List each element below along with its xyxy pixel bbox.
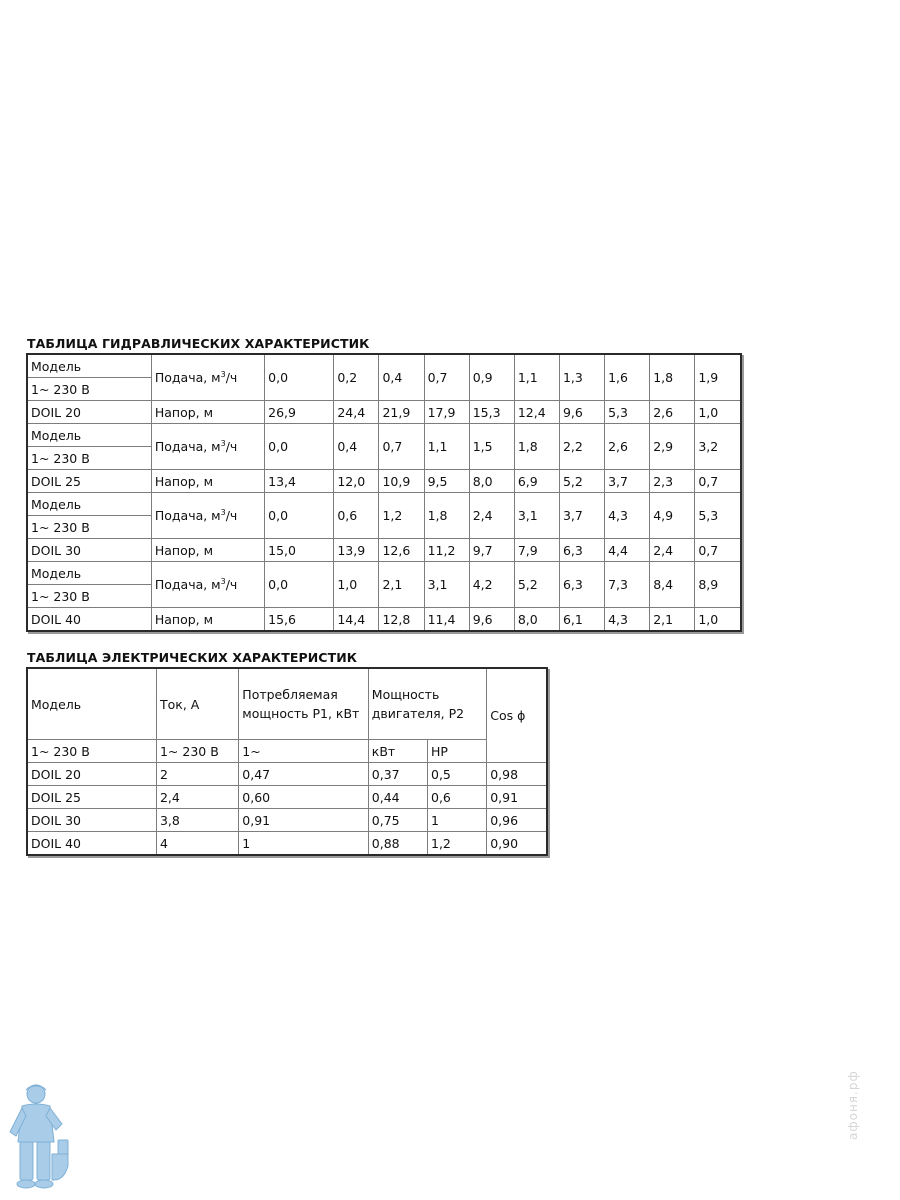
cell-hp: 0,6 <box>428 786 487 809</box>
head-value: 6,3 <box>559 539 604 562</box>
header-current: Ток, А <box>156 668 238 740</box>
flow-unit-superscript: 3 <box>220 438 226 448</box>
electrical-table-title: ТАБЛИЦА ЭЛЕКТРИЧЕСКИХ ХАРАКТЕРИСТИК <box>27 650 358 665</box>
cell-model: DOIL 20 <box>27 763 156 786</box>
flow-value: 0,0 <box>265 354 334 401</box>
head-value: 4,4 <box>605 539 650 562</box>
cell-current: 2,4 <box>156 786 238 809</box>
flow-unit-text: /ч <box>225 370 238 386</box>
head-value: 11,2 <box>424 539 469 562</box>
model-name: DOIL 40 <box>27 608 151 632</box>
head-label: Напор, м <box>151 539 264 562</box>
model-label: Модель <box>27 493 151 516</box>
voltage-label: 1~ 230 В <box>27 378 151 401</box>
cell-hp: 1,2 <box>428 832 487 856</box>
head-value: 12,4 <box>514 401 559 424</box>
subheader-current: 1~ 230 В <box>156 740 238 763</box>
flow-value: 2,6 <box>605 424 650 470</box>
head-value: 0,7 <box>695 470 741 493</box>
cell-cos: 0,91 <box>487 786 547 809</box>
voltage-label: 1~ 230 В <box>27 447 151 470</box>
flow-value: 1,8 <box>650 354 695 401</box>
flow-value: 5,3 <box>695 493 741 539</box>
flow-label <box>151 354 264 401</box>
flow-unit-text: /ч <box>225 439 238 455</box>
head-value: 10,9 <box>379 470 424 493</box>
flow-value: 0,2 <box>334 354 379 401</box>
cell-cos: 0,96 <box>487 809 547 832</box>
head-label: Напор, м <box>151 608 264 632</box>
flow-value: 7,3 <box>605 562 650 608</box>
flow-value: 3,2 <box>695 424 741 470</box>
electrical-row <box>27 763 547 786</box>
flow-value: 1,1 <box>424 424 469 470</box>
cell-p1: 0,91 <box>239 809 368 832</box>
head-value: 13,4 <box>265 470 334 493</box>
head-value: 9,6 <box>559 401 604 424</box>
flow-value: 1,8 <box>514 424 559 470</box>
flow-value: 1,8 <box>424 493 469 539</box>
flow-value: 2,1 <box>379 562 424 608</box>
head-value: 6,1 <box>559 608 604 632</box>
electrical-row <box>27 786 547 809</box>
flow-unit-superscript: 3 <box>220 576 226 586</box>
electrical-table <box>26 667 548 856</box>
flow-value: 8,9 <box>695 562 741 608</box>
head-value: 2,3 <box>650 470 695 493</box>
hydraulic-head-row <box>27 401 741 424</box>
flow-value: 3,1 <box>424 562 469 608</box>
head-value: 2,6 <box>650 401 695 424</box>
cell-p1: 0,60 <box>239 786 368 809</box>
flow-label-text: Подача, м <box>154 508 221 524</box>
flow-value: 2,2 <box>559 424 604 470</box>
header-p1: Потребляемая мощность Р1, кВт <box>239 668 368 740</box>
header-model: Модель <box>27 668 156 740</box>
flow-label <box>151 424 264 470</box>
flow-value: 0,0 <box>265 562 334 608</box>
head-value: 9,5 <box>424 470 469 493</box>
flow-value: 8,4 <box>650 562 695 608</box>
flow-value: 1,5 <box>469 424 514 470</box>
hydraulic-head-row <box>27 539 741 562</box>
head-value: 0,7 <box>695 539 741 562</box>
subheader-kw: кВт <box>368 740 427 763</box>
header-cos: Cos ϕ <box>487 668 547 763</box>
head-value: 5,3 <box>605 401 650 424</box>
hydraulic-head-row <box>27 608 741 632</box>
head-value: 15,3 <box>469 401 514 424</box>
flow-value: 4,9 <box>650 493 695 539</box>
model-name: DOIL 30 <box>27 539 151 562</box>
flow-value: 2,4 <box>469 493 514 539</box>
hydraulic-table-title: ТАБЛИЦА ГИДРАВЛИЧЕСКИХ ХАРАКТЕРИСТИК <box>27 336 370 351</box>
electrical-subheader-row <box>27 740 547 763</box>
head-value: 26,9 <box>265 401 334 424</box>
cell-hp: 0,5 <box>428 763 487 786</box>
head-value: 12,0 <box>334 470 379 493</box>
hydraulic-table <box>26 353 742 632</box>
flow-value: 1,2 <box>379 493 424 539</box>
head-value: 9,6 <box>469 608 514 632</box>
electrical-header-row <box>27 668 547 740</box>
flow-value: 0,4 <box>334 424 379 470</box>
flow-unit-text: /ч <box>225 508 238 524</box>
cell-hp: 1 <box>428 809 487 832</box>
plumber-mascot-logo <box>6 1080 70 1192</box>
flow-value: 4,3 <box>605 493 650 539</box>
cell-kw: 0,44 <box>368 786 427 809</box>
voltage-label: 1~ 230 В <box>27 516 151 539</box>
electrical-row <box>27 832 547 856</box>
head-value: 21,9 <box>379 401 424 424</box>
head-value: 13,9 <box>334 539 379 562</box>
subheader-model: 1~ 230 В <box>27 740 156 763</box>
flow-label-text: Подача, м <box>154 439 221 455</box>
cell-current: 2 <box>156 763 238 786</box>
model-label: Модель <box>27 424 151 447</box>
flow-value: 1,6 <box>605 354 650 401</box>
hydraulic-head-row <box>27 470 741 493</box>
flow-value: 5,2 <box>514 562 559 608</box>
flow-value: 3,7 <box>559 493 604 539</box>
flow-value: 6,3 <box>559 562 604 608</box>
flow-label-text: Подача, м <box>154 577 221 593</box>
flow-label <box>151 493 264 539</box>
cell-current: 4 <box>156 832 238 856</box>
flow-value: 0,0 <box>265 493 334 539</box>
model-name: DOIL 25 <box>27 470 151 493</box>
head-value: 15,6 <box>265 608 334 632</box>
cell-cos: 0,90 <box>487 832 547 856</box>
head-value: 12,8 <box>379 608 424 632</box>
flow-value: 1,1 <box>514 354 559 401</box>
flow-value: 0,9 <box>469 354 514 401</box>
header-p2: Мощность двигателя, Р2 <box>368 668 486 740</box>
cell-p1: 0,47 <box>239 763 368 786</box>
site-watermark: афоня.рф <box>846 1070 860 1140</box>
model-label: Модель <box>27 354 151 378</box>
head-label: Напор, м <box>151 401 264 424</box>
flow-unit-superscript: 3 <box>220 369 226 379</box>
flow-value: 1,3 <box>559 354 604 401</box>
flow-value: 0,4 <box>379 354 424 401</box>
head-value: 3,7 <box>605 470 650 493</box>
hydraulic-model-row <box>27 493 741 516</box>
hydraulic-model-row <box>27 424 741 447</box>
hydraulic-model-row <box>27 562 741 585</box>
cell-current: 3,8 <box>156 809 238 832</box>
head-value: 7,9 <box>514 539 559 562</box>
head-value: 8,0 <box>514 608 559 632</box>
head-value: 2,1 <box>650 608 695 632</box>
cell-kw: 0,75 <box>368 809 427 832</box>
flow-value: 1,0 <box>334 562 379 608</box>
flow-value: 0,0 <box>265 424 334 470</box>
head-value: 12,6 <box>379 539 424 562</box>
head-value: 4,3 <box>605 608 650 632</box>
head-value: 1,0 <box>695 401 741 424</box>
electrical-row <box>27 809 547 832</box>
cell-kw: 0,37 <box>368 763 427 786</box>
flow-unit-superscript: 3 <box>220 507 226 517</box>
flow-value: 1,9 <box>695 354 741 401</box>
flow-value: 0,7 <box>379 424 424 470</box>
flow-value: 2,9 <box>650 424 695 470</box>
voltage-label: 1~ 230 В <box>27 585 151 608</box>
hydraulic-model-row <box>27 354 741 378</box>
head-value: 6,9 <box>514 470 559 493</box>
head-value: 8,0 <box>469 470 514 493</box>
head-value: 2,4 <box>650 539 695 562</box>
cell-cos: 0,98 <box>487 763 547 786</box>
flow-value: 3,1 <box>514 493 559 539</box>
cell-model: DOIL 40 <box>27 832 156 856</box>
head-value: 1,0 <box>695 608 741 632</box>
head-value: 5,2 <box>559 470 604 493</box>
head-value: 9,7 <box>469 539 514 562</box>
subheader-p1: 1~ <box>239 740 368 763</box>
head-value: 15,0 <box>265 539 334 562</box>
flow-label <box>151 562 264 608</box>
flow-value: 0,6 <box>334 493 379 539</box>
model-name: DOIL 20 <box>27 401 151 424</box>
flow-unit-text: /ч <box>225 577 238 593</box>
flow-label-text: Подача, м <box>154 370 221 386</box>
subheader-hp: HP <box>428 740 487 763</box>
cell-model: DOIL 25 <box>27 786 156 809</box>
cell-p1: 1 <box>239 832 368 856</box>
head-value: 24,4 <box>334 401 379 424</box>
model-label: Модель <box>27 562 151 585</box>
head-value: 11,4 <box>424 608 469 632</box>
head-label: Напор, м <box>151 470 264 493</box>
head-value: 17,9 <box>424 401 469 424</box>
cell-kw: 0,88 <box>368 832 427 856</box>
head-value: 14,4 <box>334 608 379 632</box>
cell-model: DOIL 30 <box>27 809 156 832</box>
flow-value: 4,2 <box>469 562 514 608</box>
flow-value: 0,7 <box>424 354 469 401</box>
